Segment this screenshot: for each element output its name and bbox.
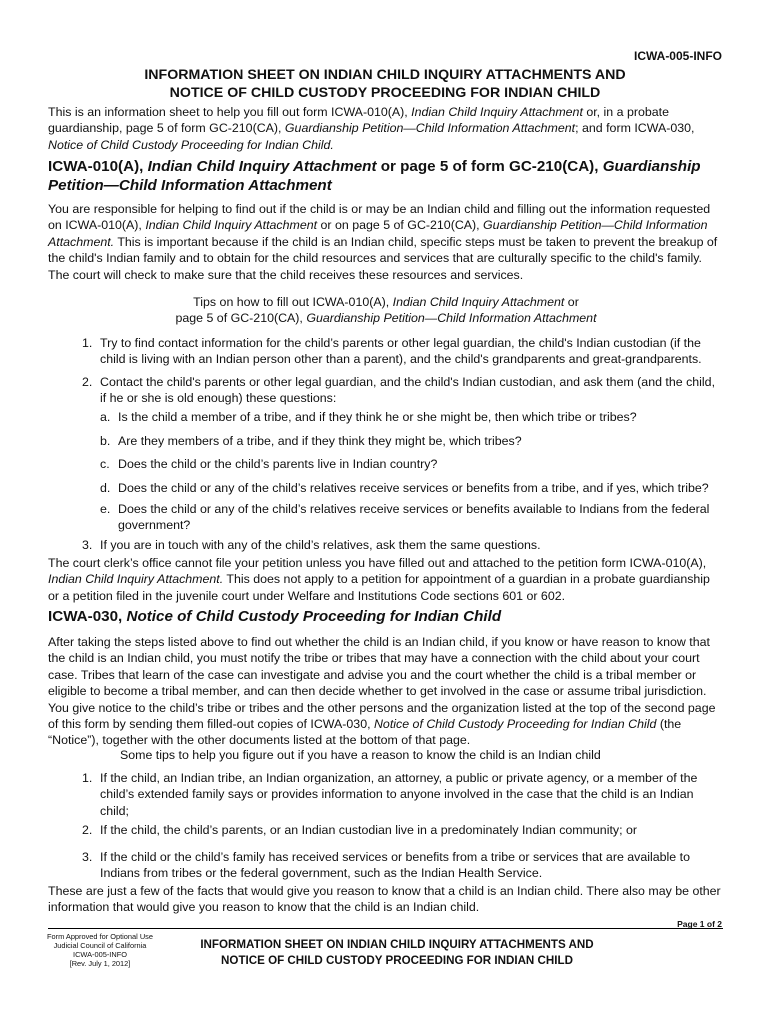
title-line-2: NOTICE OF CHILD CUSTODY PROCEEDING FOR INDIAN CHILD	[169, 85, 601, 101]
title-line-1: INFORMATION SHEET ON INDIAN CHILD INQUIRY ATTACHMENTS AND	[144, 67, 626, 83]
sub-list-item: e. Does the child or any of the child’s relatives receive services or benefits available to Indians from the federal government?	[100, 502, 710, 533]
footer-divider	[48, 928, 723, 929]
section1-tips-heading: Tips on how to fill out ICWA-010(A), Indian Child Inquiry Attachment or page 5 of GC-210(CA), Guardianship Petition—Child Information Attachment	[175, 295, 597, 326]
form-id: ICWA-005-INFO	[633, 49, 722, 63]
footer-title: INFORMATION SHEET ON INDIAN CHILD INQUIRY ATTACHMENTS AND NOTICE OF CHILD CUSTODY PROCEEDING FOR INDIAN CHILD	[200, 938, 594, 967]
page-number: Page 1 of 2	[677, 919, 722, 929]
sub-list-item: b. Are they members of a tribe, and if they think they might be, which tribes?	[100, 434, 522, 448]
page-title	[48, 66, 722, 102]
list-item: 3. If the child or the child’s family has received services or benefits from a tribe or services that are available to Indians from tribes or the federal government, such as the Indian Health Service.	[82, 850, 690, 881]
section-heading-icwa-010a: ICWA-010(A), Indian Child Inquiry Attachment or page 5 of form GC-210(CA), Guardianship Petition—Child Information Attachment	[48, 158, 701, 194]
list-item: 1. Try to find contact information for the child’s parents or other legal guardian, the child's Indian custodian (if the child is living with an Indian person other than a parent), and the child's grandparents and great-grandparents.	[82, 336, 702, 367]
section2-paragraph: After taking the steps listed above to find out whether the child is an Indian child, if you know or have reason to know that the child is an Indian child, you must notify the tribe or tribes that may have a connection with the child about your court case. Tribes that learn of the case can investigate and advise you and the court whether the child is a tribal member or eligible to become a tribal member, and can then decide whether to get involved in the case or assume tribal jurisdiction. You give notice to the child’s tribe or tribes and the other persons and the organization listed at the top of the second page of this form by sending them filled-out copies of ICWA-030, Notice of Child Custody Proceeding for Indian Child (the “Notice”), together with the other documents listed at the bottom of that page.	[48, 635, 716, 748]
section2-tips-heading: Some tips to help you figure out if you have a reason to know the child is an Indian child	[120, 748, 601, 762]
section1-paragraph: You are responsible for helping to find out if the child is or may be an Indian child and filling out the information requested on ICWA-010(A), Indian Child Inquiry Attachment or on page 5 of GC-210(CA), Guardianship Petition—Child Information Attachment. This is important because if the child is an Indian child, specific steps must be taken to prevent the breakup of the child's Indian family and to obtain for the child resources and services that are culturally specific to the child's family. The court will check to make sure that the child receives these resources and services.	[48, 202, 718, 282]
section-heading-icwa-030: ICWA-030, Notice of Child Custody Proceeding for Indian Child	[48, 608, 502, 625]
clerk-paragraph: The court clerk’s office cannot file your petition unless you have filled out and attached to the petition form ICWA-010(A), Indian Child Inquiry Attachment. This does not apply to a petition for appointment of a guardian in a probate guardianship or a petition filed in the juvenile court under Welfare and Institutions Code sections 601 or 602.	[48, 556, 710, 603]
intro-paragraph: This is an information sheet to help you fill out form ICWA-010(A), Indian Child Inquiry Attachment or, in a probate guardianship, page 5 of form GC-210(CA), Guardianship Petition—Child Information Attachment; and form ICWA-030, Notice of Child Custody Proceeding for Indian Child.	[48, 105, 695, 152]
list-item: 2. If the child, the child’s parents, or an Indian custodian live in a predominately Indian community; or	[82, 823, 637, 837]
list-item: 1. If the child, an Indian tribe, an Indian organization, an attorney, a public or private agency, or a member of the child’s extended family says or provides information to anyone involved in the case that the child is an Indian child;	[82, 771, 698, 818]
closing-paragraph: These are just a few of the facts that would give you reason to know that a child is an Indian child. There also may be other information that would give you reason to know that the child is an Indian child.	[48, 884, 721, 915]
sub-list-item: c. Does the child or the child’s parents live in Indian country?	[100, 457, 438, 471]
list-item: 3. If you are in touch with any of the child’s relatives, ask them the same questions.	[82, 538, 541, 552]
footer-form-info: Form Approved for Optional Use Judicial Council of California ICWA-005-INFO [Rev. July 1, 2012]	[47, 932, 153, 968]
list-item: 2. Contact the child's parents or other legal guardian, and the child's Indian custodian, and ask them (and the child, if he or she is old enough) these questions:	[82, 375, 716, 406]
sub-list-item: d. Does the child or any of the child’s relatives receive services or benefits from a tribe, and if yes, which tribe?	[100, 481, 709, 495]
sub-list-item: a. Is the child a member of a tribe, and if they think he or she might be, then which tribe or tribes?	[100, 410, 637, 424]
